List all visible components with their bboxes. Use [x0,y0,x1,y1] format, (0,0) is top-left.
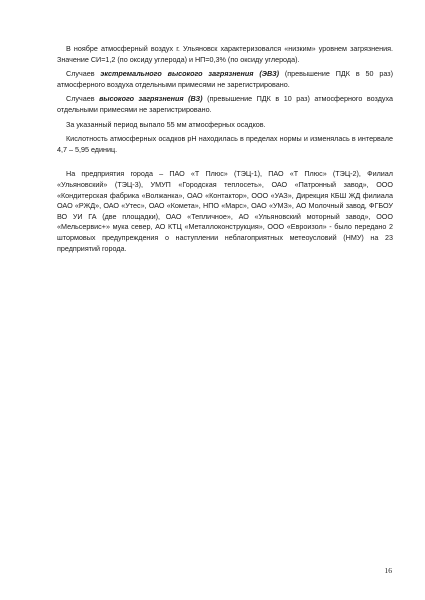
paragraph-acidity: Кислотность атмосферных осадков pH находилась в пределах нормы и изменялась в интервале 4,7 – 5,95 единиц. [57,134,393,154]
paragraph-air-quality: В ноябре атмосферный воздух г. Ульяновск характеризовался «низким» уровнем загрязнения. Значение СИ=1,2 (по оксиду углерода) и НП=0,3% (по оксиду углерода). [57,44,393,64]
paragraph-precipitation: За указанный период выпало 55 мм атмосферных осадков. [66,119,266,129]
emphasis-vz: высокого загрязнения (ВЗ) [99,94,203,104]
body-text [57,44,393,254]
paragraph-enterprises: На предприятия города – ПАО «Т Плюс» (ТЭЦ-1), ПАО «Т Плюс» (ТЭЦ-2), Филиал «Ульяновский» (ТЭЦ-3), УМУП «Городская теплосеть», ОАО «Патронный завод», ООО «Кондитерская фабрика «Волжанка», ОАО «Контактор», ООО «УАЗ», Дирекция КБШ ЖД филиала ОАО «РЖД», ОАО «Утес», ОАО «Комета», НПО «Марс», ОАО «УМЗ», АО Молочный завод, ФГБОУ ВО УИ ГА (две площадки), ОАО «Тепличное», АО «Ульяновский моторный завод», ООО «Мельсервис+» мука север, АО КТЦ «Металлоконструкция», ООО «Евроизол» - было передано 2 штормовых предупреждения о наступлении неблагоприятных метеоусловий (НМУ) на 23 предприятий города. [57,169,393,253]
page-number: 16 [384,566,392,575]
paragraph-vz: Случаев высокого загрязнения (ВЗ) (превышение ПДК в 10 раз) атмосферного воздуха отдельными примесями не зарегистрировано. [57,94,393,114]
emphasis-evz: экстремального высокого загрязнения (ЭВЗ) [100,69,279,79]
paragraph-evz: Случаев экстремального высокого загрязнения (ЭВЗ) (превышение ПДК в 50 раз) атмосферного воздуха отдельными примесями не зарегистрировано. [57,69,393,89]
